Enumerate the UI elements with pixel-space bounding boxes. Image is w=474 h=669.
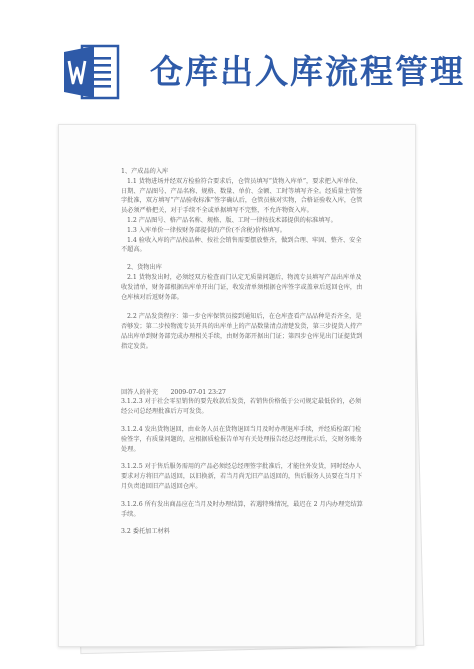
header-banner <box>0 0 474 118</box>
paragraph: 3.1.2.6 所有发出商品应在当月及时办理结算，若遇特殊情况，最迟在 2 月内办理完结算手续。 <box>121 500 363 518</box>
paragraph: 3.1.2.3 对于社会零星销售的要先收款后发货，若销售价格低于公司规定最低价的，必须经公司总经理批准后方可发货。 <box>121 398 362 416</box>
section-heading: 2、货物出库 <box>127 264 162 272</box>
paragraph: 2.2 产品发货程序：第一步仓库保管员接到通知后，在仓库查看产品品种是否齐全，是否够发；第二步按物流专员开具的出库单上的产品数量清点清楚发货，第三步提货人持产品出库单到财务部完成办理相关手续，由财务部开据出门证；第四步仓库见出门证提货到指定发货。 <box>121 313 363 350</box>
paragraph: 3.1.2.5 对于售后服务需用的产品必须经总经理签字批准后，才能往外发货，同时经办人要求对方将旧产品返回，以旧换新，若当月尚无旧产品返回的，售后服务人员要在当月下月负责追回旧产品返回仓库。 <box>121 463 363 490</box>
paragraph: 1.1 货物进场并经双方检验符合要求后，仓管员填写“货物入库单”，要求把入库单位、日期、产品图号、产品名称、规格、数量、单价、金额、工时等填写齐全。经质量主管签字批准，双方填写“产品验收标准”签字确认后，仓管员核对实物，合格证验收入库，仓管员必须严格把关，对于手续不全或单据填写不完整，不允许物资入库。 <box>121 177 363 215</box>
answer-supplement-line: 回答人的补充 2009-07-01 23:27 <box>121 388 226 396</box>
document-page <box>58 124 416 647</box>
paragraph: 1.4 验收入库的产品按品种、按社会销售需要摆放整齐，做到合理、牢固、整齐、安全不超高。 <box>121 236 362 254</box>
page-title: 仓库出入库流程管理 <box>150 52 465 91</box>
paragraph: 3.1.2.4 发出货物退回，由业务人员在货物退回当月及时办理退库手续，并经质检部门检验签字，有质量问题的，应根据质检报告单写有关处理报告经总经理批示后，交财务账务处理。 <box>121 425 363 453</box>
document-body <box>121 167 363 537</box>
paragraph: 1.2 产品图号、格产品名称、规格、版、工时一律按技术部提供的标准填写。 <box>127 216 337 224</box>
paragraph: 1.3 入库单价一律按财务部提供的产价(不含税)价格填写。 <box>127 226 286 234</box>
section-heading: 1、产成品的入库 <box>121 168 169 175</box>
word-doc-icon <box>62 40 124 104</box>
paragraph: 2.1 货物发出时，必须经双方检查而门认定无质量问题后，物流专员填写产品出库单及收发清单，财务部根据出库单开出门证，收发清单须根据仓库签字或盖章后返回仓库，由仓库核对后返财务部。 <box>121 273 363 301</box>
section-heading: 3.2 委托加工材料 <box>121 528 170 536</box>
